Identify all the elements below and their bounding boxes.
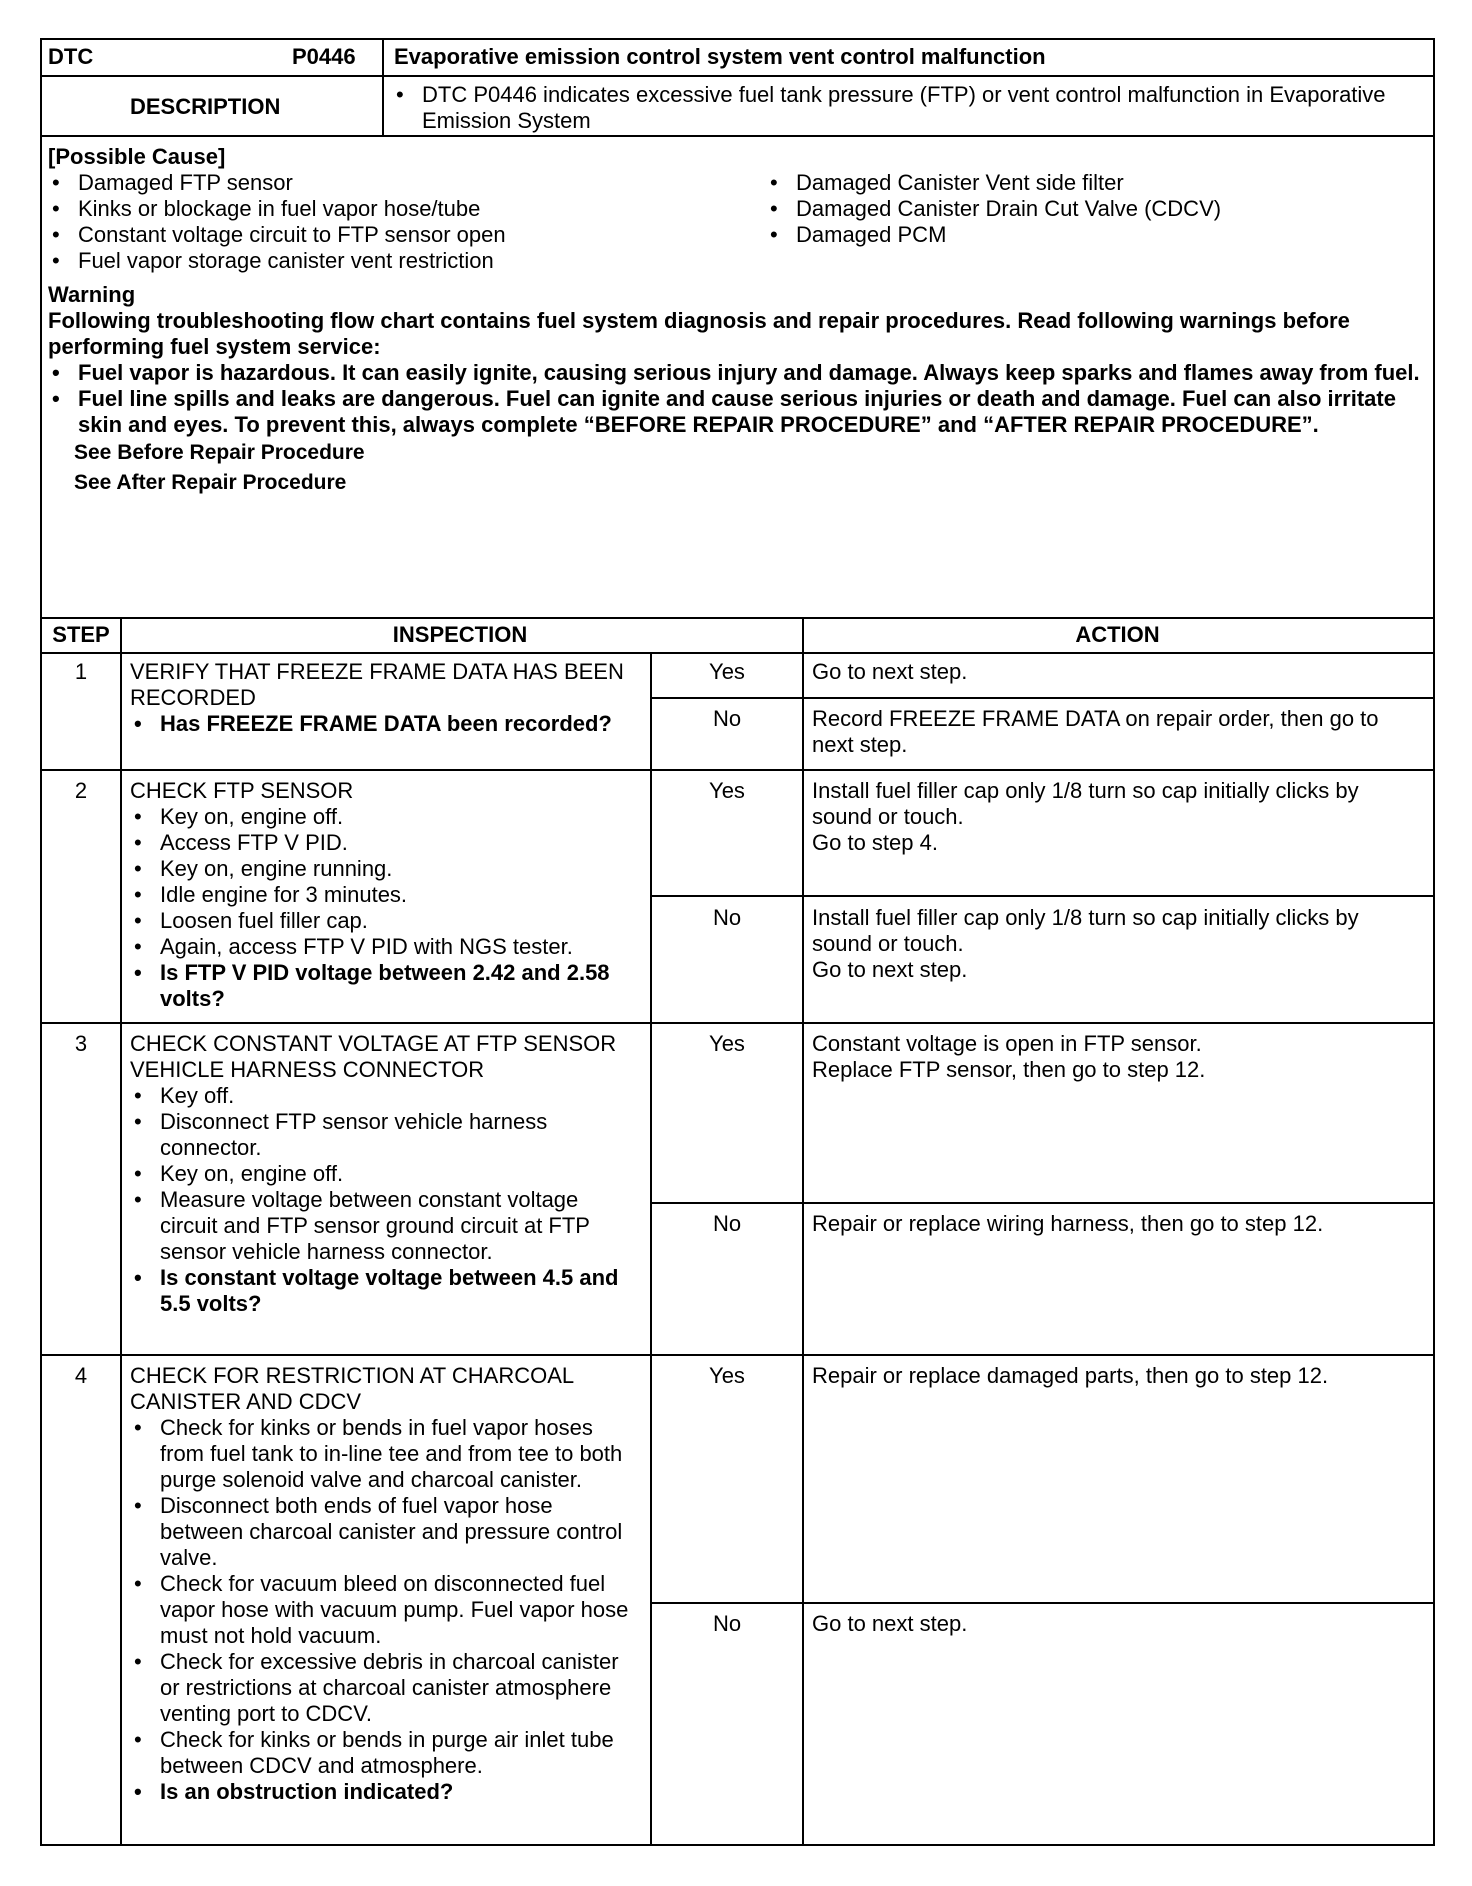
no-action: Install fuel filler cap only 1/8 turn so cap initially clicks by sound or touch. Go to next step.: [812, 905, 1359, 982]
cause-item: • Constant voltage circuit to FTP sensor open: [48, 222, 728, 248]
step-title: VERIFY THAT FREEZE FRAME DATA HAS BEEN RECORDED: [130, 659, 624, 710]
cause-warning-block: [48, 144, 1428, 496]
warning-intro: Following troubleshooting flow chart contains fuel system diagnosis and repair procedures. Read following warnings before performing fuel system service:: [48, 308, 1350, 359]
step-bullet: • Key on, engine running.: [130, 856, 640, 882]
description-label: DESCRIPTION: [130, 94, 281, 119]
yes-action: Constant voltage is open in FTP sensor. Replace FTP sensor, then go to step 12.: [812, 1031, 1206, 1082]
step-inspection: [130, 1031, 640, 1317]
step-title: CHECK FOR RESTRICTION AT CHARCOAL CANISTER AND CDCV: [130, 1363, 574, 1414]
after-repair-link[interactable]: See After Repair Procedure: [74, 471, 347, 494]
dtc-code: P0446: [292, 44, 356, 69]
step-number: 3: [74, 1031, 88, 1056]
cause-item: • Damaged PCM: [766, 222, 1366, 248]
cause-item: • Kinks or blockage in fuel vapor hose/tube: [48, 196, 728, 222]
step-number: 1: [74, 659, 88, 684]
step-inspection: [130, 1363, 640, 1805]
yes-label: Yes: [709, 659, 745, 684]
action-column-header: ACTION: [1075, 622, 1160, 647]
steps-table: [42, 617, 1433, 1846]
step-bullet: • Check for excessive debris in charcoal canister or restrictions at charcoal canister atmosphere venting port to CDCV.: [130, 1649, 640, 1727]
no-action: Go to next step.: [812, 1611, 968, 1636]
diagnostic-page: [40, 38, 1435, 1846]
step-bullet: • Check for kinks or bends in purge air inlet tube between CDCV and atmosphere.: [130, 1727, 640, 1779]
cause-item: • Fuel vapor storage canister vent restriction: [48, 248, 728, 274]
before-repair-link[interactable]: See Before Repair Procedure: [74, 441, 365, 464]
description-row: [42, 77, 1433, 137]
yes-action: Install fuel filler cap only 1/8 turn so cap initially clicks by sound or touch. Go to step 4.: [812, 778, 1359, 855]
cause-item: • Damaged Canister Drain Cut Valve (CDCV): [766, 196, 1366, 222]
step-bullet: • Disconnect both ends of fuel vapor hose between charcoal canister and pressure control valve.: [130, 1493, 640, 1571]
step-column-header: STEP: [52, 622, 110, 647]
dtc-title: Evaporative emission control system vent control malfunction: [394, 44, 1046, 69]
description-text: • DTC P0446 indicates excessive fuel tank pressure (FTP) or vent control malfunction in Evaporative Emission System: [392, 82, 1422, 134]
step-bullet: • Key on, engine off.: [130, 1161, 640, 1187]
step-bullet: • Idle engine for 3 minutes.: [130, 882, 640, 908]
yes-label: Yes: [709, 1363, 745, 1388]
yes-action: Repair or replace damaged parts, then go to step 12.: [812, 1363, 1329, 1388]
step-inspection: [130, 778, 640, 1012]
step-inspection: [130, 659, 640, 737]
step-bullet: • Key on, engine off.: [130, 804, 640, 830]
warning-heading: Warning: [48, 282, 136, 307]
dtc-label: DTC: [48, 44, 94, 69]
inspection-column-header: INSPECTION: [392, 622, 528, 647]
cause-item: • Damaged FTP sensor: [48, 170, 728, 196]
step-question: • Is constant voltage voltage between 4.5 and 5.5 volts?: [130, 1265, 640, 1317]
step-bullet: • Loosen fuel filler cap.: [130, 908, 640, 934]
step-bullet: • Again, access FTP V PID with NGS tester.: [130, 934, 640, 960]
no-label: No: [712, 1211, 742, 1236]
step-question: • Has FREEZE FRAME DATA been recorded?: [130, 711, 640, 737]
step-question: • Is FTP V PID voltage between 2.42 and 2.58 volts?: [130, 960, 640, 1012]
warning-item: • Fuel vapor is hazardous. It can easily ignite, causing serious injury and damage. Always keep sparks and flames away from fuel.: [48, 360, 1423, 386]
dtc-row: [42, 40, 1433, 77]
step-bullet: • Disconnect FTP sensor vehicle harness connector.: [130, 1109, 640, 1161]
yes-label: Yes: [709, 778, 745, 803]
no-label: No: [712, 1611, 742, 1636]
step-title: CHECK FTP SENSOR: [130, 778, 354, 803]
step-bullet: • Access FTP V PID.: [130, 830, 640, 856]
step-bullet: • Key off.: [130, 1083, 640, 1109]
yes-action: Go to next step.: [812, 659, 968, 684]
no-action: Record FREEZE FRAME DATA on repair order, then go to next step.: [812, 706, 1379, 757]
step-question: • Is an obstruction indicated?: [130, 1779, 640, 1805]
no-label: No: [712, 905, 742, 930]
possible-cause-heading: [Possible Cause]: [48, 144, 226, 169]
step-number: 4: [74, 1363, 88, 1388]
step-bullet: • Measure voltage between constant voltage circuit and FTP sensor ground circuit at FTP sensor vehicle harness connector.: [130, 1187, 640, 1265]
step-title: CHECK CONSTANT VOLTAGE AT FTP SENSOR VEHICLE HARNESS CONNECTOR: [130, 1031, 617, 1082]
yes-label: Yes: [709, 1031, 745, 1056]
no-label: No: [712, 706, 742, 731]
cause-item: • Damaged Canister Vent side filter: [766, 170, 1366, 196]
step-bullet: • Check for kinks or bends in fuel vapor hoses from fuel tank to in-line tee and from tee to both purge solenoid valve and charcoal canister.: [130, 1415, 640, 1493]
no-action: Repair or replace wiring harness, then go to step 12.: [812, 1211, 1324, 1236]
step-number: 2: [74, 778, 88, 803]
warning-item: • Fuel line spills and leaks are dangerous. Fuel can ignite and cause serious injuries or death and damage. Fuel can also irritate skin and eyes. To prevent this, always complete “BEFORE REPAIR PROCEDURE” and “AFTER REPAIR PROCEDURE”.: [48, 386, 1423, 438]
step-bullet: • Check for vacuum bleed on disconnected fuel vapor hose with vacuum pump. Fuel vapor hose must not hold vacuum.: [130, 1571, 640, 1649]
